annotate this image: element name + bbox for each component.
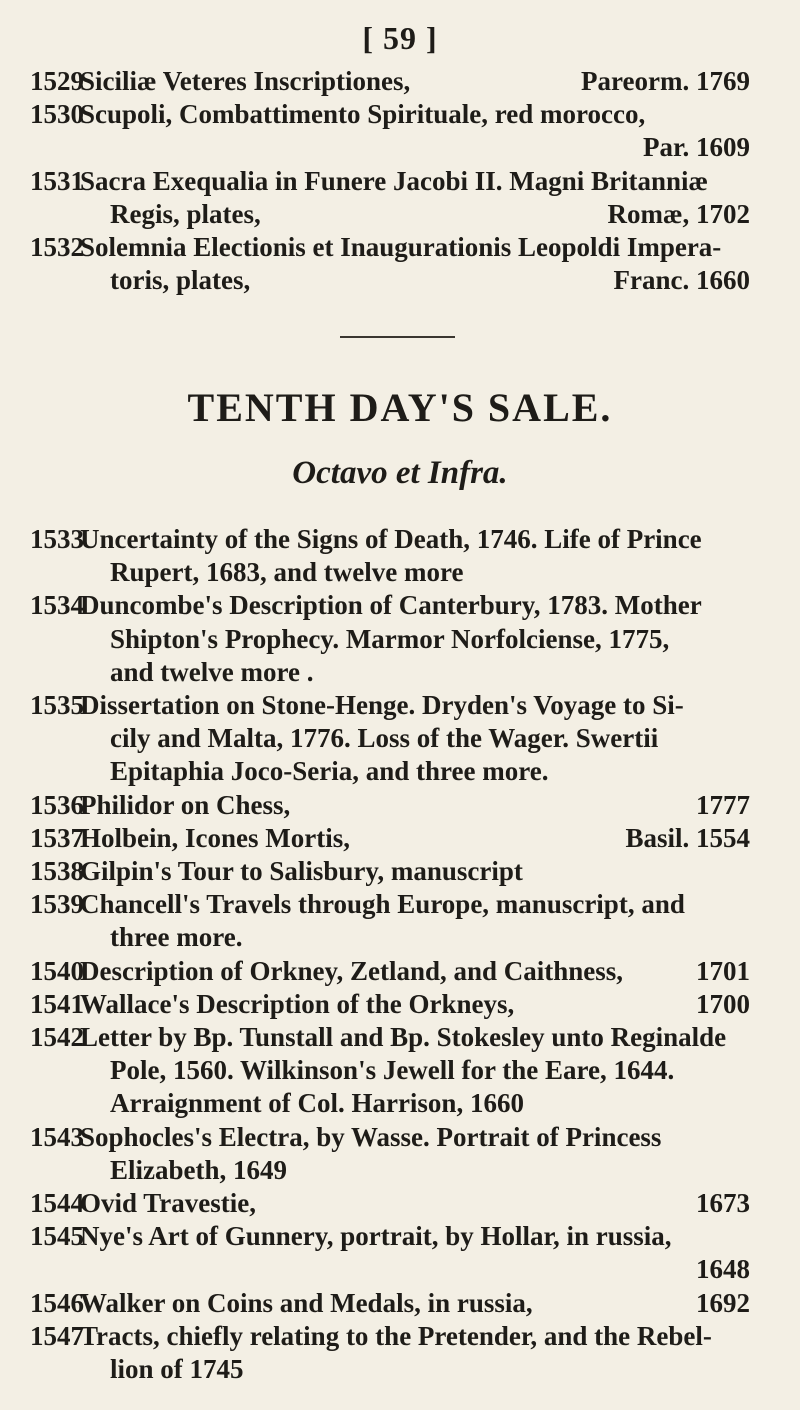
catalogue-line (0, 557, 800, 591)
catalogue-line (0, 132, 800, 166)
lot-number: 1542 (30, 1022, 84, 1052)
lot-description: Arraignment of Col. Harrison, 1660 (110, 1088, 524, 1118)
lot-description: Duncombe's Description of Canterbury, 1783. Mother (80, 590, 702, 620)
catalogue-line (0, 1022, 800, 1056)
lot-number: 1531 (30, 166, 84, 196)
catalogue-line (0, 1088, 800, 1122)
lot-number: 1545 (30, 1221, 84, 1251)
lot-number: 1547 (30, 1321, 84, 1351)
catalogue-line (0, 823, 800, 857)
lot-description: Regis, plates, (110, 199, 261, 229)
catalogue-line (0, 265, 800, 299)
lot-description: Tracts, chiefly relating to the Pretender, and the Rebel- (80, 1321, 712, 1351)
lot-description: Dissertation on Stone-Henge. Dryden's Voyage to Si- (80, 690, 684, 720)
lot-number: 1546 (30, 1288, 84, 1318)
lot-description: Shipton's Prophecy. Marmor Norfolciense, 1775, (110, 624, 670, 654)
lot-number: 1539 (30, 889, 84, 919)
catalogue-line (0, 166, 800, 200)
lot-number: 1533 (30, 524, 84, 554)
lot-description: Rupert, 1683, and twelve more (110, 557, 464, 587)
lot-imprint: Basil. 1554 (625, 823, 750, 853)
catalogue-line (0, 1221, 800, 1255)
lot-number: 1532 (30, 232, 84, 262)
lot-description: Siciliæ Veteres Inscriptiones, (80, 66, 411, 96)
catalogue-line (0, 956, 800, 990)
lot-description: Ovid Travestie, (80, 1188, 256, 1218)
catalogue-line (0, 66, 800, 100)
lot-number: 1541 (30, 989, 84, 1019)
catalogue-line (0, 1188, 800, 1222)
lot-description: Nye's Art of Gunnery, portrait, by Hollar, in russia, (80, 1221, 672, 1251)
lot-number: 1535 (30, 690, 84, 720)
catalogue-line (0, 657, 800, 691)
lot-description: Holbein, Icones Mortis, (80, 823, 350, 853)
lot-description: Description of Orkney, Zetland, and Caithness, (80, 956, 624, 986)
catalogue-line (0, 1321, 800, 1355)
catalogue-line (0, 590, 800, 624)
lot-description: cily and Malta, 1776. Loss of the Wager. Swertii (110, 723, 659, 753)
lot-description: Wallace's Description of the Orkneys, (80, 989, 515, 1019)
lot-description: Philidor on Chess, (80, 790, 291, 820)
lot-number: 1534 (30, 590, 84, 620)
lot-description: Uncertainty of the Signs of Death, 1746. Life of Prince (80, 524, 702, 554)
catalogue-line (0, 756, 800, 790)
lot-number: 1544 (30, 1188, 84, 1218)
lot-imprint: 1700 (696, 989, 750, 1019)
catalogue-line (0, 856, 800, 890)
lot-imprint: Par. 1609 (643, 132, 750, 162)
lot-imprint: 1673 (696, 1188, 750, 1218)
lot-number: 1538 (30, 856, 84, 886)
catalogue-line (0, 1155, 800, 1189)
catalogue-line (0, 1055, 800, 1089)
lot-description: Chancell's Travels through Europe, manuscript, and (80, 889, 685, 919)
lot-imprint: Pareorm. 1769 (581, 66, 750, 96)
lot-description: Epitaphia Joco-Seria, and three more. (110, 756, 549, 786)
catalogue-line (0, 1288, 800, 1322)
lot-description: Sophocles's Electra, by Wasse. Portrait of Princess (80, 1122, 662, 1152)
catalogue-line (0, 232, 800, 266)
lot-imprint: 1777 (696, 790, 750, 820)
lot-imprint: Franc. 1660 (613, 265, 750, 295)
lot-number: 1537 (30, 823, 84, 853)
catalogue-line (0, 1354, 800, 1388)
lot-number: 1530 (30, 99, 84, 129)
lot-number: 1529 (30, 66, 84, 96)
lot-description: Elizabeth, 1649 (110, 1155, 288, 1185)
lot-description: Scupoli, Combattimento Spirituale, red morocco, (80, 99, 646, 129)
lot-description: Walker on Coins and Medals, in russia, (80, 1288, 533, 1318)
lot-imprint: Romæ, 1702 (607, 199, 750, 229)
catalogue-line (0, 889, 800, 923)
catalogue-line (0, 723, 800, 757)
catalogue-line (0, 1122, 800, 1156)
catalogue-line (0, 199, 800, 233)
page-number: [ 59 ] (362, 20, 438, 56)
lot-number: 1540 (30, 956, 84, 986)
catalogue-line (0, 1254, 800, 1288)
catalogue-line (0, 524, 800, 558)
lot-description: Letter by Bp. Tunstall and Bp. Stokesley unto Reginalde (80, 1022, 727, 1052)
lot-imprint: 1648 (696, 1254, 750, 1284)
lot-description: three more. (110, 922, 243, 952)
lot-number: 1543 (30, 1122, 84, 1152)
lot-description: Pole, 1560. Wilkinson's Jewell for the Eare, 1644. (110, 1055, 675, 1085)
lot-description: Sacra Exequalia in Funere Jacobi II. Magni Britanniæ (80, 166, 709, 196)
sale-heading: TENTH DAY'S SALE. (187, 385, 613, 430)
lot-imprint: 1692 (696, 1288, 750, 1318)
catalogue-line (0, 690, 800, 724)
catalogue-line (0, 624, 800, 658)
lot-number: 1536 (30, 790, 84, 820)
lot-description: toris, plates, (110, 265, 251, 295)
section-divider (340, 336, 455, 338)
catalogue-line (0, 99, 800, 133)
lot-imprint: 1701 (696, 956, 750, 986)
catalogue-line (0, 922, 800, 956)
catalogue-line (0, 790, 800, 824)
format-subheading: Octavo et Infra. (292, 455, 508, 491)
lot-description: lion of 1745 (110, 1354, 244, 1384)
lot-description: and twelve more . (110, 657, 314, 687)
lot-description: Gilpin's Tour to Salisbury, manuscript (80, 856, 523, 886)
catalogue-line (0, 989, 800, 1023)
lot-description: Solemnia Electionis et Inaugurationis Leopoldi Impera- (80, 232, 722, 262)
